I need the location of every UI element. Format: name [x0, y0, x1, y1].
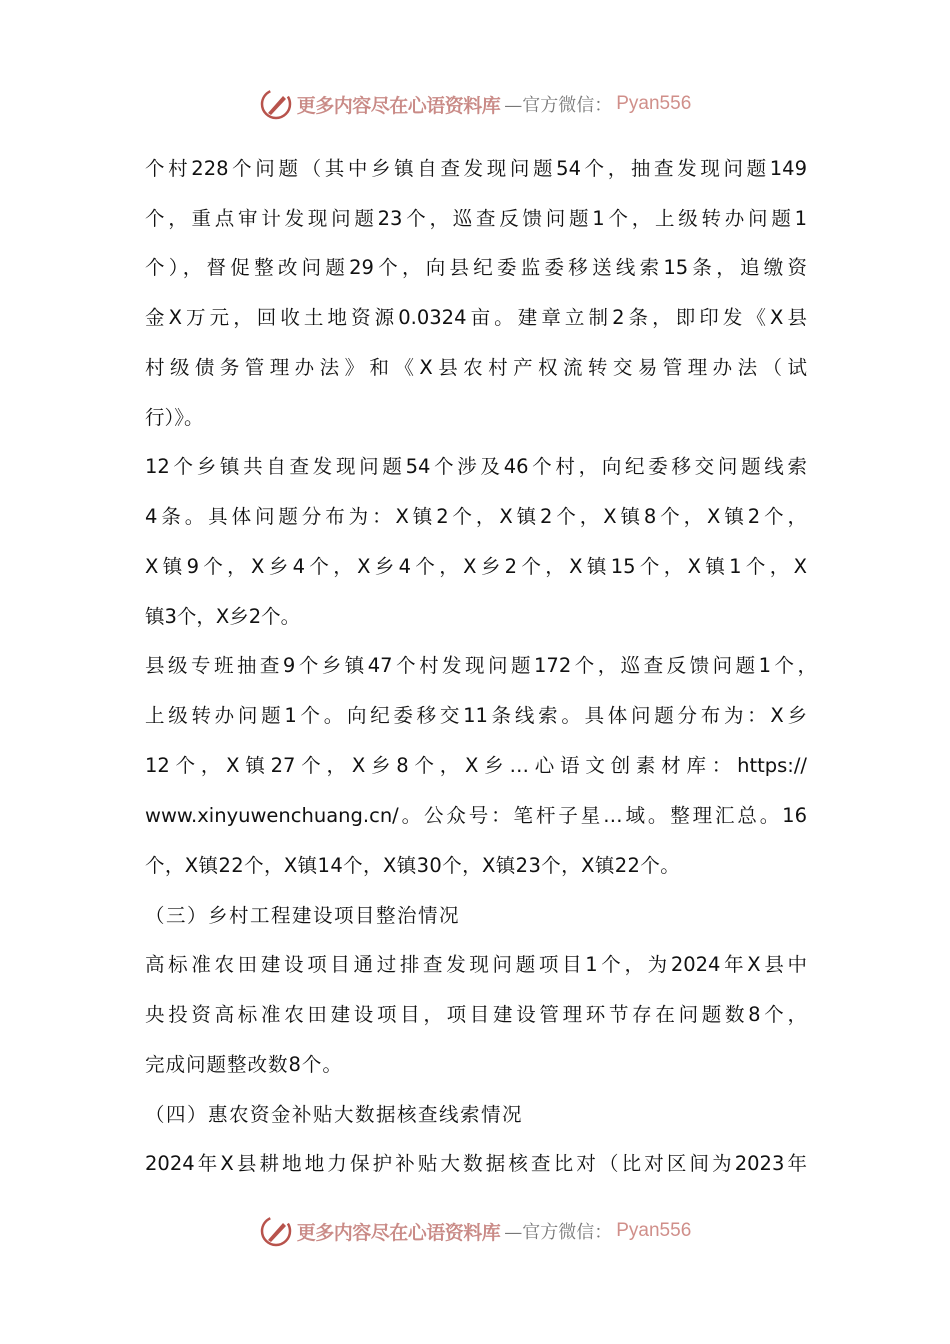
text-line: 村级债务管理办法》和《X县农村产权流转交易管理办法（试	[145, 356, 807, 379]
section-heading: （四）惠农资金补贴大数据核查线索情况	[145, 1103, 524, 1126]
watermark-brand: 更多内容尽在心语资料库	[296, 94, 501, 117]
pen-logo-icon	[259, 1214, 293, 1248]
watermark-wechat: Pyan556	[616, 93, 692, 114]
text-line: 县级专班抽查9个乡镇47个村发现问题172个，巡查反馈问题1个，	[145, 654, 817, 677]
watermark-brand: 更多内容尽在心语资料库	[296, 1221, 501, 1244]
text-line: 行）》。	[145, 406, 204, 429]
section-heading: （三）乡村工程建设项目整治情况	[145, 904, 461, 927]
text-line: 个，X镇22个，X镇14个，X镇30个，X镇23个，X镇22个。	[145, 854, 681, 877]
text-line: 2024年X县耕地地力保护补贴大数据核查比对（比对区间为2023年	[145, 1152, 807, 1175]
text-line: 镇3个，X乡2个。	[145, 605, 301, 628]
text-line: 12个乡镇共自查发现问题54个涉及46个村，向纪委移交问题线索	[145, 455, 807, 478]
text-line: 个村228个问题（其中乡镇自查发现问题54个，抽查发现问题149	[145, 157, 807, 180]
text-line: X镇9个，X乡4个，X乡4个，X乡2个，X镇15个，X镇1个，X	[145, 555, 807, 578]
text-line: 央投资高标准农田建设项目，项目建设管理环节存在问题数8个，	[145, 1003, 807, 1026]
text-line: 高标准农田建设项目通过排查发现问题项目1个，为2024年X县中	[145, 953, 807, 976]
pen-logo-icon	[259, 87, 293, 121]
text-line: 个），督促整改问题29个，向县纪委监委移送线索15条，追缴资	[145, 256, 807, 279]
footer-watermark	[0, 1211, 950, 1251]
text-line: 金X万元，回收土地资源0.0324亩。建章立制2条，即印发《X县	[145, 306, 807, 329]
watermark-wechat: Pyan556	[616, 1220, 692, 1241]
watermark-dash: —官方微信：	[504, 1222, 613, 1243]
text-line: 上级转办问题1个。向纪委移交11条线索。具体问题分布为：X乡	[145, 704, 807, 727]
header-watermark	[0, 84, 950, 124]
text-line: 完成问题整改数8个。	[145, 1053, 343, 1076]
text-line: 个，重点审计发现问题23个，巡查反馈问题1个，上级转办问题1	[145, 207, 807, 230]
text-line: www.xinyuwenchuang.cn/。公众号：笔杆子星…域。整理汇总。16	[145, 804, 807, 827]
text-line: 4条。具体问题分布为：X镇2个，X镇2个，X镇8个，X镇2个，	[145, 505, 807, 528]
text-line: 12个，X镇27个，X乡8个，X乡…心语文创素材库：https://	[145, 754, 807, 777]
watermark-dash: —官方微信：	[504, 95, 613, 116]
